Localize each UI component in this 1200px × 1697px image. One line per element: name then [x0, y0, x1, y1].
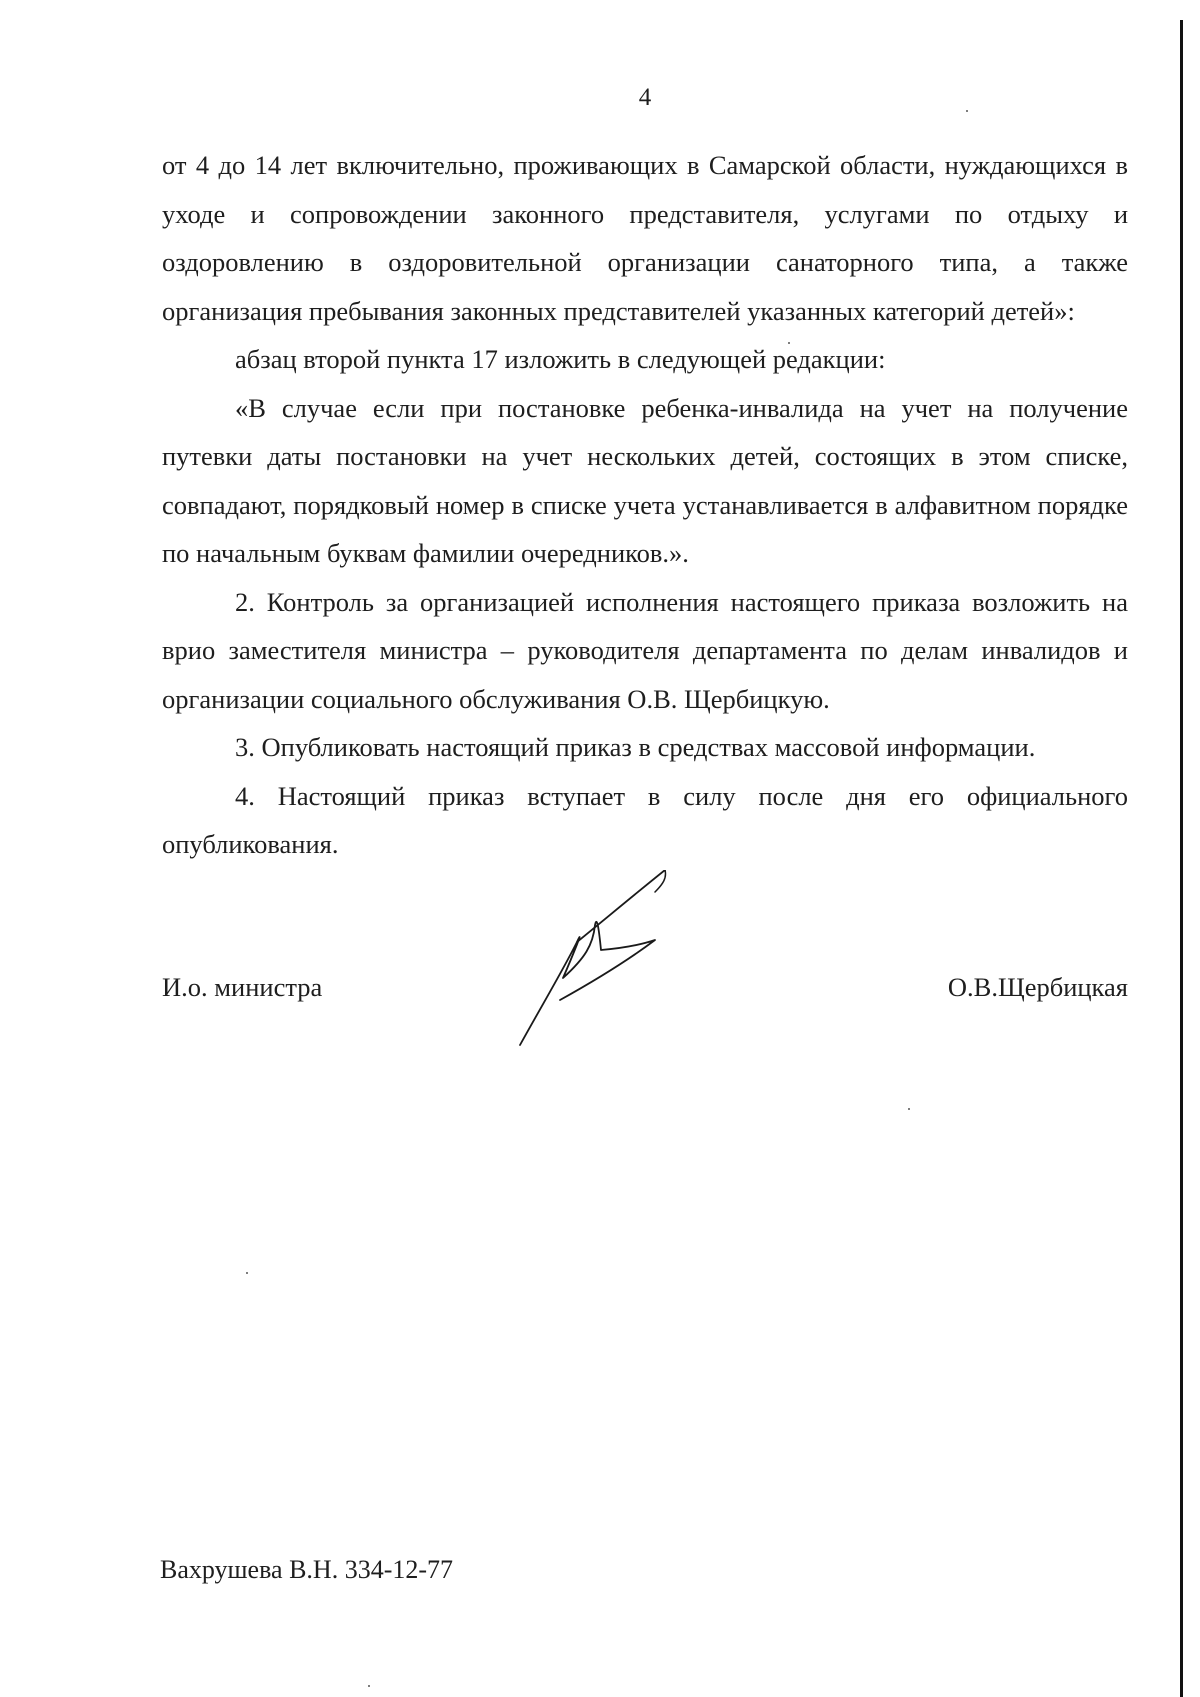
paragraph-item-2: 2. Контроль за организацией исполнения настоящего приказа возложить на врио заместителя министра – руководителя департамента по делам инвалидов и организации социального обслуживания О.В. Щербицкую. — [162, 586, 1128, 714]
paragraph-continuation: от 4 до 14 лет включительно, проживающих в Самарской области, нуждающихся в уходе и сопровождении законного представителя, услугами по отдыху и оздоровлению в оздоровительной организации санаторного типа, а также организация пребывания законных представителей указанных категорий детей»: — [162, 150, 1128, 326]
scan-speck — [966, 110, 968, 112]
paragraph-amendment-text: «В случае если при постановке ребенка-инвалида на учет на получение путевки даты постановки на учет нескольких детей, состоящих в этом списке, совпадают, порядковый номер в списке учета устанавливается в алфавитном порядке по начальным буквам фамилии очередников.». — [162, 392, 1128, 568]
paragraph-amendment-intro: абзац второй пункта 17 изложить в следующей редакции: — [235, 344, 886, 374]
document-body — [162, 141, 1128, 869]
scan-speck — [908, 1108, 910, 1110]
executor-contact: Вахрушева В.Н. 334-12-77 — [160, 1555, 454, 1584]
scan-speck — [368, 1685, 370, 1687]
paragraph-item-3: 3. Опубликовать настоящий приказ в средствах массовой информации. — [235, 732, 1036, 762]
signatory-title: И.о. министра — [162, 972, 323, 1002]
page-number: 4 — [638, 84, 652, 111]
handwritten-signature — [515, 870, 685, 1050]
scan-speck — [788, 342, 790, 344]
scan-border-line — [1180, 20, 1183, 1697]
paragraph-item-4: 4. Настоящий приказ вступает в силу после дня его официального опубликования. — [162, 780, 1128, 859]
signatory-name: О.В.Щербицкая — [947, 972, 1128, 1002]
scan-speck — [246, 1272, 248, 1274]
